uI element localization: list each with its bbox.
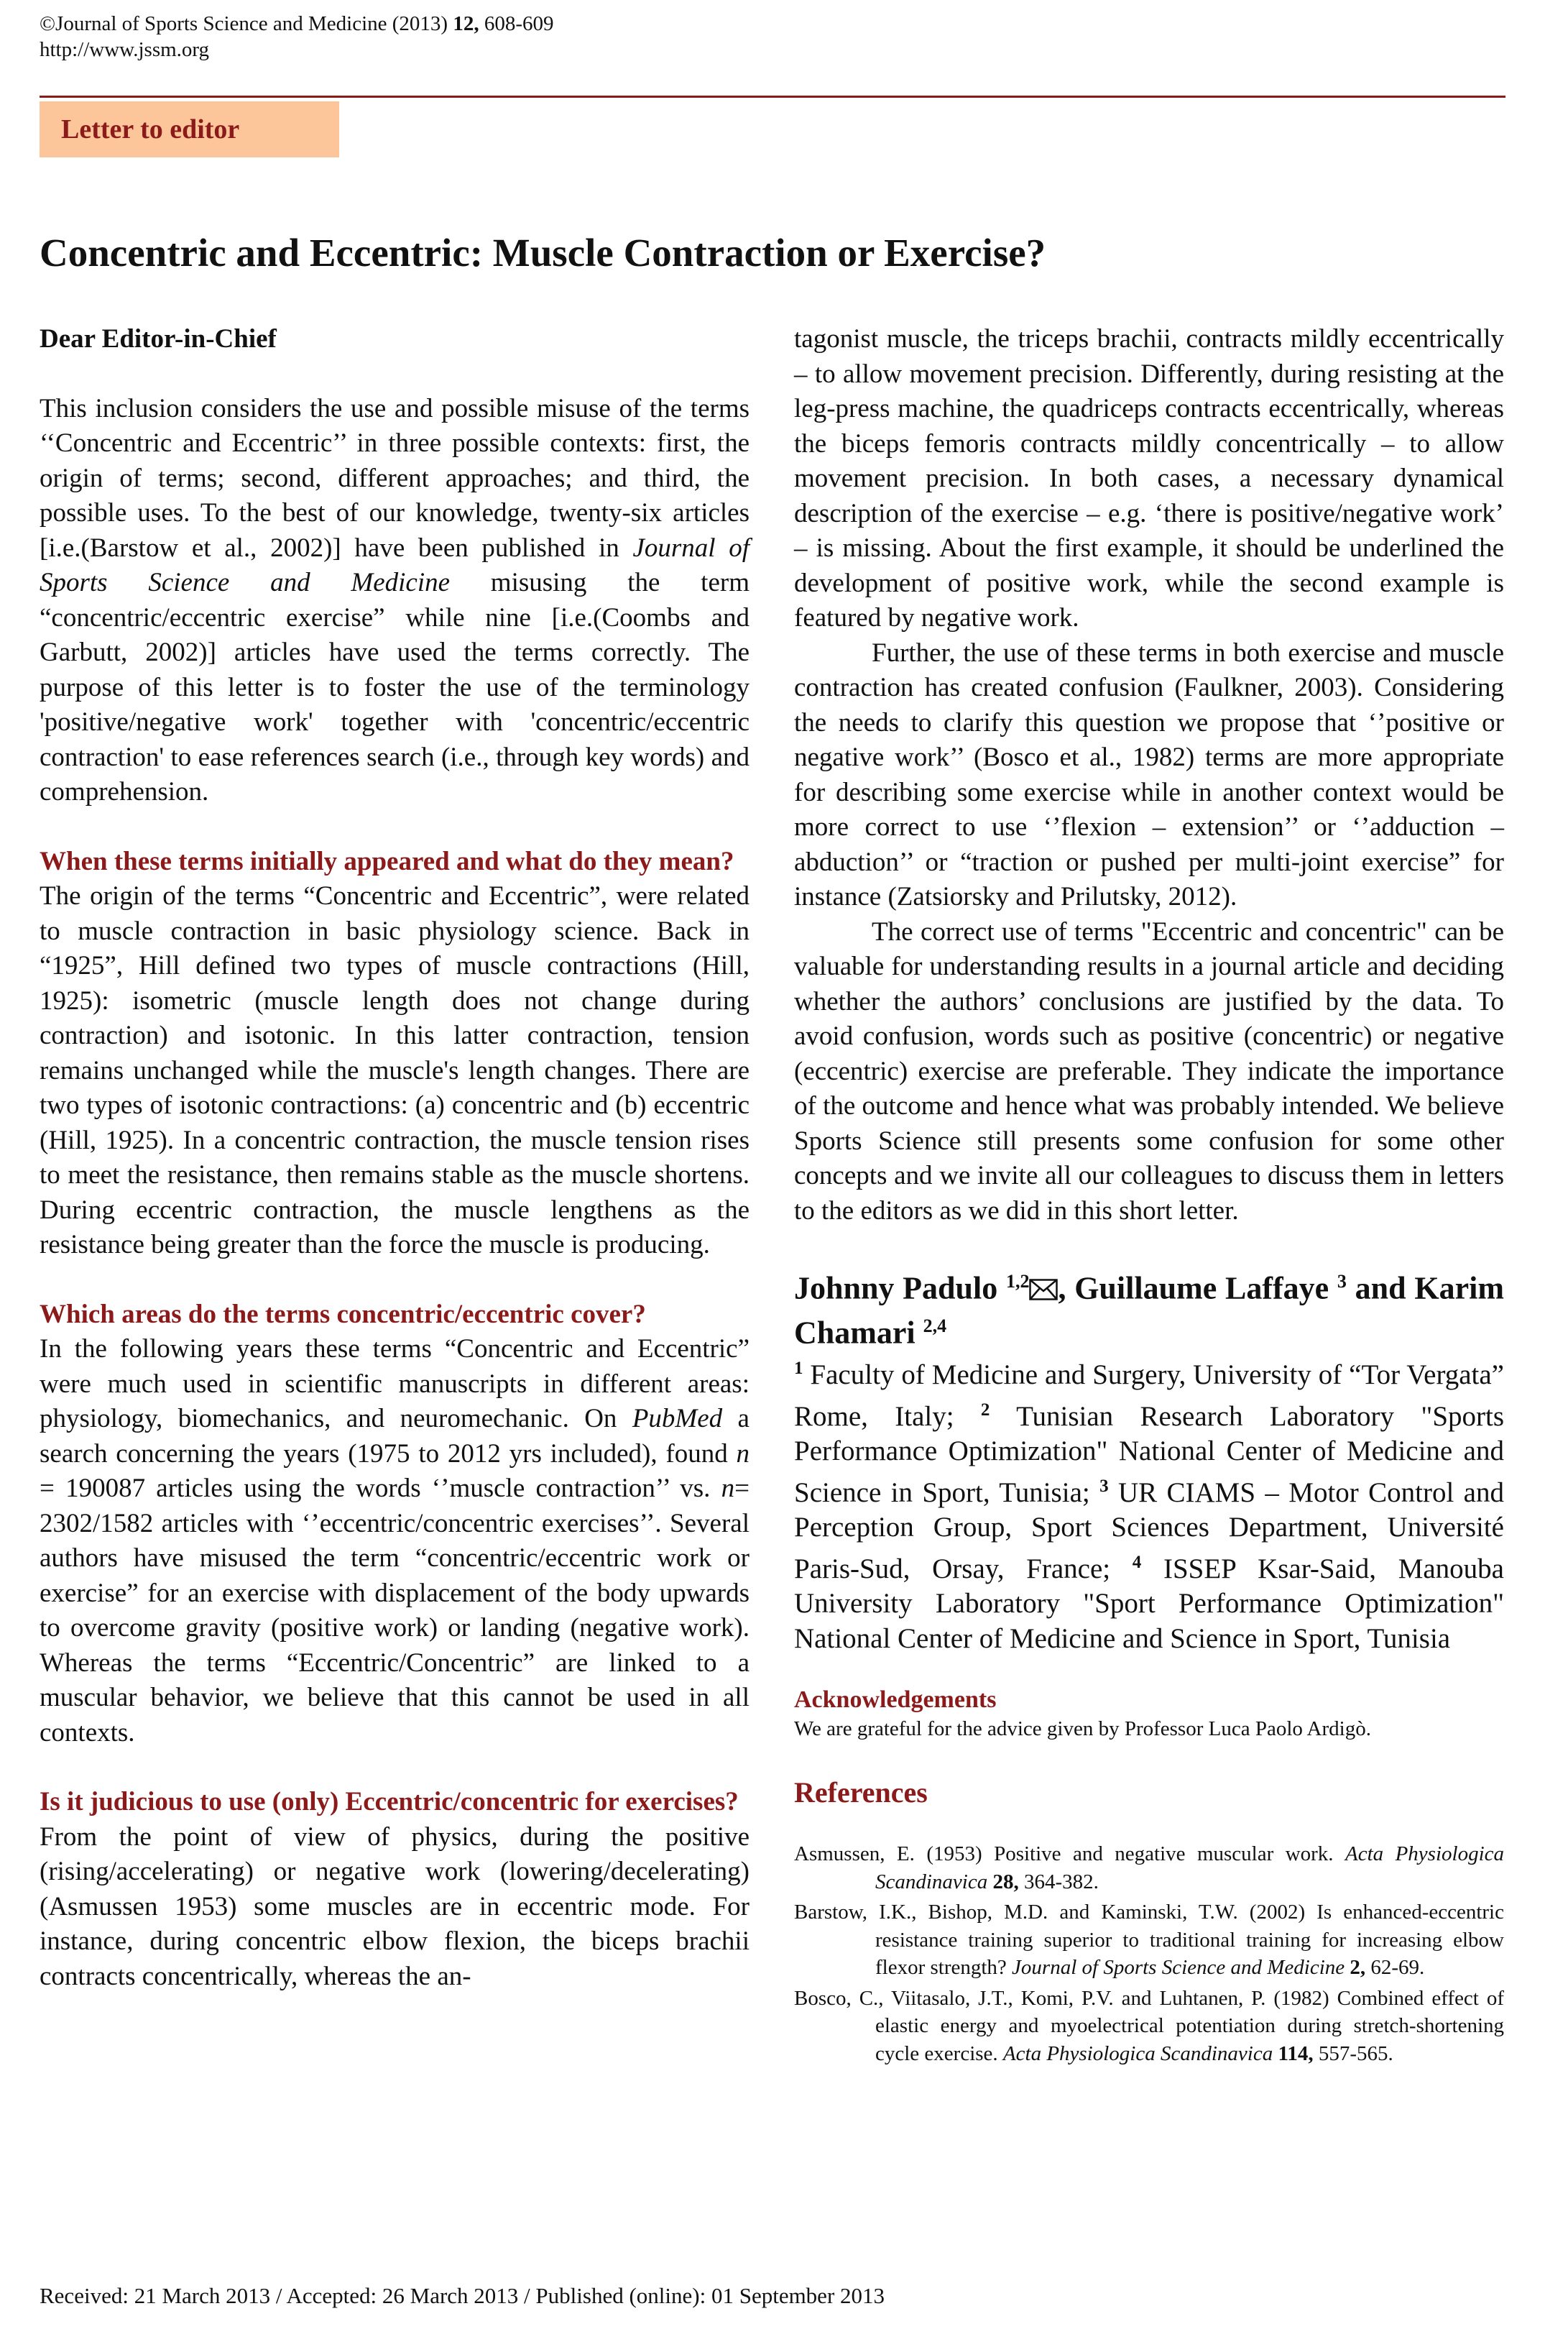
intro-paragraph: This inclusion considers the use and possible misuse of the terms ‘‘Concentric and Eccentric’’ in three possible contexts: first, the origin of terms; second, different approaches; and third, the possible uses. To the best of our knowledge, twenty-six articles [i.e.(Barstow et al., 2002)] have been published in Journal of Sports Science and Medicine misusing the term “concentric/eccentric exercise” while nine [i.e.(Coombs and Garbutt, 2002)] articles have used the terms correctly. The purpose of this letter is to foster the use of the terminology 'positive/negative work' together with 'concentric/eccentric contraction' to ease references search (i.e., through key words) and comprehension. (40, 393, 750, 807)
section-origin-text: The origin of the terms “Concentric and Eccentric”, were related to muscle contraction in basic physiology science. Back in “1925”, Hill defined two types of muscle contractions (Hill, 1925): isometric (muscle length does not change during contraction) and isotonic. In this latter contraction, tension remains unchanged while the muscle's length changes. There are two types of isotonic contractions: (a) concentric and (b) eccentric (Hill, 1925). In a concentric contraction, the muscle tension rises to meet the resistance, then remains stable as the muscle shortens. During eccentric contraction, the muscle lengthens as the resistance being greater than the force the muscle is producing. (40, 881, 750, 1259)
article-title: Concentric and Eccentric: Muscle Contraction or Exercise? (40, 231, 1046, 275)
section-areas-text: In the following years these terms “Concentric and Eccentric” were much used in scientific manuscripts in different areas: physiology, biomechanics, and neuromechanic. On PubMed a search concerning the years (1975 to 2012 yrs included), found n = 190087 articles using the words ‘’muscle contraction’’ vs. n= 2302/1582 articles with ‘’eccentric/concentric exercises’’. Several authors have misused the term “concentric/eccentric work or exercise” for an exercise with displacement of the body upwards to overcome gravity (positive work) or landing (negative work). Whereas the terms “Eccentric/Concentric” are linked to a muscular behavior, we believe that this cannot be used in all contexts. (40, 1334, 750, 1747)
journal-pages: 608-609 (484, 12, 554, 35)
header-rule (40, 96, 1505, 98)
acknowledgements-text: We are grateful for the advice given by Professor Luca Paolo Ardigò. (794, 1717, 1371, 1741)
reference-item: Barstow, I.K., Bishop, M.D. and Kaminski, T.W. (2002) Is enhanced-eccentric resistance training superior to traditional training for increasing elbow flexor strength? Journal of Sports Science and Medicine 2, 62-69. (794, 1901, 1504, 1980)
salutation: Dear Editor-in-Chief (40, 324, 277, 354)
section-heading-judicious: Is it judicious to use (only) Eccentric/concentric for exercises? (40, 1787, 739, 1816)
publication-dates: Received: 21 March 2013 / Accepted: 26 March 2013 / Published (online): 01 September 2013 (40, 2283, 885, 2308)
paragraph-further: Further, the use of these terms in both exercise and muscle contraction has created confusion (Faulkner, 2003). Considering the needs to clarify this question we propose that ‘’positive or negative work’’ (Bosco et al., 1982) terms are more appropriate for describing some exercise while in another context would be more correct to use ‘’flexion – extension’’ or ‘’adduction – abduction’’ or “traction or pushed per multi-joint exercise” for instance (Zatsiorsky and Prilutsky, 2012). (794, 638, 1504, 911)
section-heading-areas: Which areas do the terms concentric/eccentric cover? (40, 1299, 646, 1329)
author-list: Johnny Padulo $^{1,2}$ , Guillaume Laffaye $^3$ and Karim Chamari $^{2,4}$ (794, 1270, 1504, 1351)
section-judicious-text: From the point of view of physics, during the positive (rising/accelerating) or negative work (lowering/decelerating) (Asmussen 1953) some muscles are in eccentric mode. For instance, during concentric elbow flexion, the biceps brachii contracts concentrically, whereas the an- (40, 1822, 750, 1991)
reference-item: Asmussen, E. (1953) Positive and negative muscular work. Acta Physiologica Scandinavica 28, 364-382. (794, 1842, 1504, 1893)
journal-name: Journal of Sports Science and Medicine (40, 533, 750, 597)
section-tag: Letter to editor (40, 101, 339, 157)
left-column (40, 322, 750, 1994)
paragraph-correct-use: The correct use of terms "Eccentric and concentric" can be valuable for understanding results in a journal article and deciding whether the authors’ conclusions are justified by the data. To avoid confusion, words such as positive (concentric) or negative (eccentric) exercise are preferable. They indicate the importance of the outcome and hence what was probably intended. We believe Sports Science still presents some confusion for some other concepts and we invite all our colleagues to discuss them in letters to the editors as we did in this short letter. (794, 917, 1504, 1226)
references-heading: References (794, 1776, 928, 1809)
section-heading-origin: When these terms initially appeared and what do they mean? (40, 846, 734, 876)
acknowledgements-heading: Acknowledgements (794, 1686, 997, 1714)
continued-paragraph: tagonist muscle, the triceps brachii, contracts mildly eccentrically – to allow movement precision. Differently, during resisting at the leg-press machine, the quadriceps contracts eccentrically, whereas the biceps femoris contracts mildly concentrically – to allow movement precision. In both cases, a necessary dynamical description of the exercise – e.g. ‘there is positive/negative work’ – is missing. About the first example, it should be underlined the development of positive work, while the second example is featured by negative work. (794, 324, 1504, 633)
affiliations: $^1$ Faculty of Medicine and Surgery, University of “Tor Vergata” Rome, Italy; $^2$ Tunisian Research Laboratory "Sports Performance Optimization" National Center of Medicine and Science in Sport, Tunisia; $^3$ UR CIAMS – Motor Control and Perception Group, Sport Sciences Department, Université Paris-Sud, Orsay, France; $^4$ ISSEP Ksar-Said, Manouba University Laboratory "Sport Performance Optimization" National Center of Medicine and Science in Sport, Tunisia (794, 1359, 1505, 1654)
journal-citation: ©Journal of Sports Science and Medicine (2013) 12, 608-609 (40, 12, 554, 35)
envelope-icon[interactable] (1029, 1279, 1058, 1300)
right-column (794, 322, 1504, 2070)
journal-volume: 12, (453, 12, 479, 35)
reference-item: Bosco, C., Viitasalo, J.T., Komi, P.V. and Luhtanen, P. (1982) Combined effect of elastic energy and myoelectrical potentiation during stretch-shortening cycle exercise. Acta Physiologica Scandinavica 114, 557-565. (794, 1986, 1504, 2065)
journal-url[interactable]: http://www.jssm.org (40, 38, 210, 61)
